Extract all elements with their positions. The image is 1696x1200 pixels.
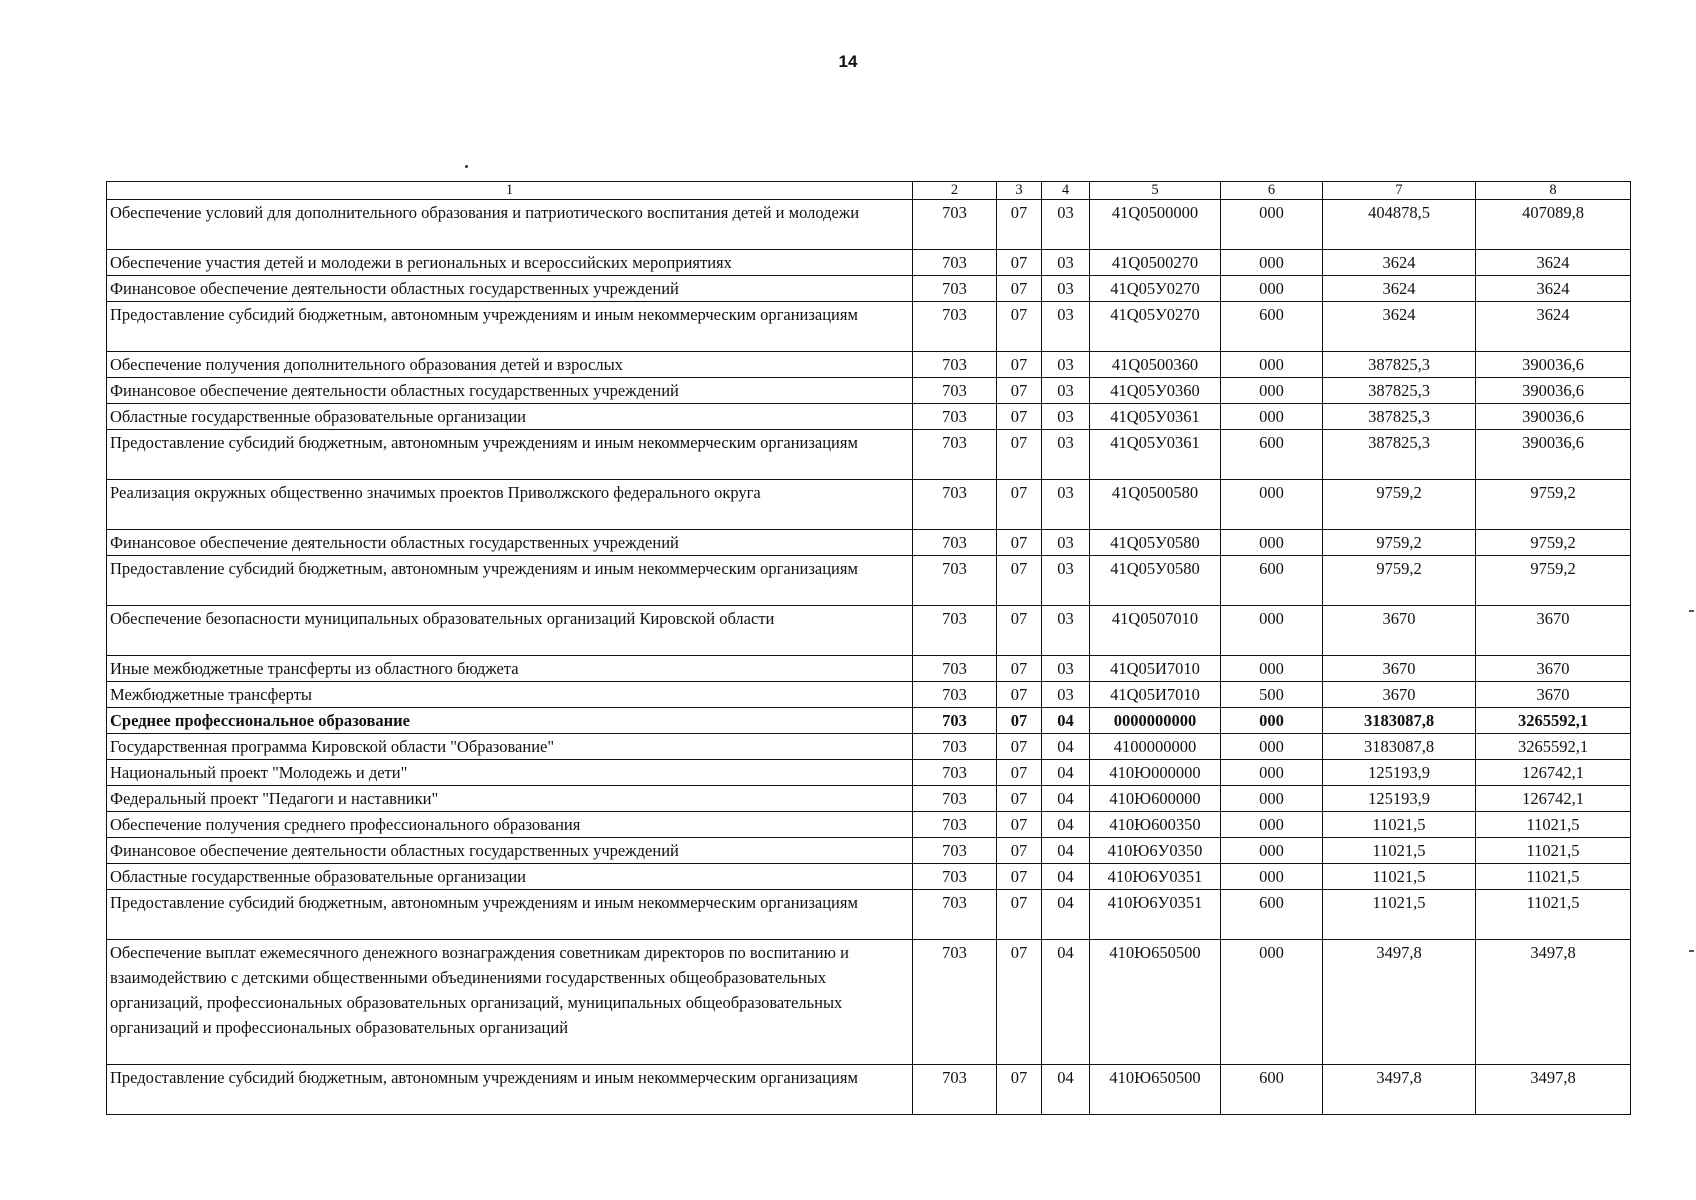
scan-edge-mark: [1689, 950, 1694, 952]
table-header-row: [107, 182, 1631, 200]
row-amount-cell: 390036,6: [1476, 352, 1631, 378]
row-section-cell: 07: [997, 864, 1042, 890]
row-name-cell: Реализация окружных общественно значимых проектов Приволжского федерального округа: [107, 480, 913, 530]
row-expense-type-cell: 600: [1221, 430, 1323, 480]
row-subsection-cell: 04: [1042, 838, 1090, 864]
row-target-item-cell: 41Q05У0580: [1090, 556, 1221, 606]
row-name-cell: Областные государственные образовательные организации: [107, 864, 913, 890]
row-subsection-cell: 03: [1042, 250, 1090, 276]
row-target-item-cell: 41Q0507010: [1090, 606, 1221, 656]
row-target-item-cell: 41Q05И7010: [1090, 682, 1221, 708]
row-name-cell: Обеспечение условий для дополнительного образования и патриотического воспитания детей и молодежи: [107, 200, 913, 250]
budget-table: [106, 181, 1631, 1115]
row-target-item-cell: 410Ю6У0351: [1090, 864, 1221, 890]
row-expense-type-cell: 000: [1221, 530, 1323, 556]
row-target-item-cell: 41Q0500360: [1090, 352, 1221, 378]
row-amount-cell: 3670: [1476, 656, 1631, 682]
row-subsection-cell: 03: [1042, 606, 1090, 656]
row-expense-type-cell: 000: [1221, 760, 1323, 786]
table-row: [107, 556, 1631, 606]
row-section-cell: 07: [997, 760, 1042, 786]
row-subsection-cell: 04: [1042, 864, 1090, 890]
table-row: [107, 708, 1631, 734]
row-name-cell: Предоставление субсидий бюджетным, автономным учреждениям и иным некоммерческим организациям: [107, 1065, 913, 1115]
row-subsection-cell: 03: [1042, 276, 1090, 302]
row-section-cell: 07: [997, 890, 1042, 940]
row-code-cell: 703: [913, 760, 997, 786]
row-code-cell: 703: [913, 708, 997, 734]
row-code-cell: 703: [913, 302, 997, 352]
row-code-cell: 703: [913, 864, 997, 890]
row-subsection-cell: 03: [1042, 352, 1090, 378]
row-subsection-cell: 03: [1042, 656, 1090, 682]
row-expense-type-cell: 000: [1221, 940, 1323, 1065]
row-amount-cell: 3265592,1: [1476, 708, 1631, 734]
column-header: 8: [1476, 182, 1631, 200]
table-row: [107, 276, 1631, 302]
row-name-cell: Национальный проект "Молодежь и дети": [107, 760, 913, 786]
row-code-cell: 703: [913, 734, 997, 760]
row-name-cell: Предоставление субсидий бюджетным, автономным учреждениям и иным некоммерческим организациям: [107, 556, 913, 606]
row-amount-cell: 404878,5: [1323, 200, 1476, 250]
row-section-cell: 07: [997, 786, 1042, 812]
row-amount-cell: 11021,5: [1476, 890, 1631, 940]
table-row: [107, 940, 1631, 1065]
table-row: [107, 864, 1631, 890]
row-amount-cell: 3624: [1323, 302, 1476, 352]
row-name-cell: Обеспечение безопасности муниципальных образовательных организаций Кировской области: [107, 606, 913, 656]
row-amount-cell: 3624: [1323, 276, 1476, 302]
row-code-cell: 703: [913, 606, 997, 656]
table-row: [107, 250, 1631, 276]
row-expense-type-cell: 500: [1221, 682, 1323, 708]
row-name-cell: Среднее профессиональное образование: [107, 708, 913, 734]
row-target-item-cell: 41Q0500580: [1090, 480, 1221, 530]
row-target-item-cell: 41Q05У0361: [1090, 404, 1221, 430]
row-name-cell: Финансовое обеспечение деятельности областных государственных учреждений: [107, 838, 913, 864]
column-header: 6: [1221, 182, 1323, 200]
row-code-cell: 703: [913, 556, 997, 606]
row-subsection-cell: 04: [1042, 940, 1090, 1065]
table-row: [107, 480, 1631, 530]
row-subsection-cell: 04: [1042, 890, 1090, 940]
row-name-cell: Финансовое обеспечение деятельности областных государственных учреждений: [107, 530, 913, 556]
row-expense-type-cell: 000: [1221, 200, 1323, 250]
row-subsection-cell: 03: [1042, 556, 1090, 606]
scan-dot: [465, 165, 468, 168]
table-body: [107, 182, 1631, 1115]
row-name-cell: Предоставление субсидий бюджетным, автономным учреждениям и иным некоммерческим организациям: [107, 302, 913, 352]
column-header: 4: [1042, 182, 1090, 200]
row-expense-type-cell: 000: [1221, 352, 1323, 378]
table-row: [107, 352, 1631, 378]
row-target-item-cell: 410Ю650500: [1090, 1065, 1221, 1115]
row-subsection-cell: 04: [1042, 708, 1090, 734]
row-amount-cell: 390036,6: [1476, 430, 1631, 480]
row-section-cell: 07: [997, 838, 1042, 864]
row-expense-type-cell: 000: [1221, 864, 1323, 890]
row-subsection-cell: 03: [1042, 682, 1090, 708]
row-amount-cell: 9759,2: [1323, 480, 1476, 530]
row-amount-cell: 387825,3: [1323, 378, 1476, 404]
row-expense-type-cell: 000: [1221, 250, 1323, 276]
row-expense-type-cell: 000: [1221, 786, 1323, 812]
row-amount-cell: 3497,8: [1476, 940, 1631, 1065]
row-section-cell: 07: [997, 430, 1042, 480]
row-target-item-cell: 41Q05И7010: [1090, 656, 1221, 682]
row-code-cell: 703: [913, 480, 997, 530]
row-code-cell: 703: [913, 786, 997, 812]
row-amount-cell: 3183087,8: [1323, 734, 1476, 760]
row-code-cell: 703: [913, 200, 997, 250]
row-amount-cell: 387825,3: [1323, 404, 1476, 430]
row-section-cell: 07: [997, 656, 1042, 682]
row-name-cell: Иные межбюджетные трансферты из областного бюджета: [107, 656, 913, 682]
row-section-cell: 07: [997, 1065, 1042, 1115]
row-amount-cell: 9759,2: [1323, 556, 1476, 606]
table-row: [107, 302, 1631, 352]
row-amount-cell: 11021,5: [1476, 864, 1631, 890]
row-name-cell: Финансовое обеспечение деятельности областных государственных учреждений: [107, 378, 913, 404]
row-section-cell: 07: [997, 250, 1042, 276]
row-expense-type-cell: 000: [1221, 708, 1323, 734]
row-amount-cell: 125193,9: [1323, 786, 1476, 812]
row-section-cell: 07: [997, 302, 1042, 352]
row-code-cell: 703: [913, 430, 997, 480]
column-header: 3: [997, 182, 1042, 200]
row-section-cell: 07: [997, 378, 1042, 404]
row-target-item-cell: 410Ю650500: [1090, 940, 1221, 1065]
row-expense-type-cell: 600: [1221, 302, 1323, 352]
row-target-item-cell: 410Ю6У0351: [1090, 890, 1221, 940]
table-row: [107, 890, 1631, 940]
table-row: [107, 530, 1631, 556]
table-row: [107, 378, 1631, 404]
row-name-cell: Финансовое обеспечение деятельности областных государственных учреждений: [107, 276, 913, 302]
row-subsection-cell: 03: [1042, 530, 1090, 556]
row-target-item-cell: 41Q05У0580: [1090, 530, 1221, 556]
row-amount-cell: 390036,6: [1476, 404, 1631, 430]
column-header: 2: [913, 182, 997, 200]
column-header: 5: [1090, 182, 1221, 200]
row-subsection-cell: 03: [1042, 430, 1090, 480]
table-row: [107, 760, 1631, 786]
table-row: [107, 734, 1631, 760]
row-amount-cell: 9759,2: [1476, 530, 1631, 556]
table-row: [107, 1065, 1631, 1115]
row-amount-cell: 11021,5: [1323, 838, 1476, 864]
row-amount-cell: 11021,5: [1476, 838, 1631, 864]
row-name-cell: Межбюджетные трансферты: [107, 682, 913, 708]
row-target-item-cell: 4100000000: [1090, 734, 1221, 760]
row-amount-cell: 387825,3: [1323, 430, 1476, 480]
table-row: [107, 430, 1631, 480]
row-name-cell: Федеральный проект "Педагоги и наставники": [107, 786, 913, 812]
scan-edge-mark: [1689, 610, 1694, 612]
column-header: 1: [107, 182, 913, 200]
row-subsection-cell: 04: [1042, 760, 1090, 786]
row-amount-cell: 387825,3: [1323, 352, 1476, 378]
row-code-cell: 703: [913, 890, 997, 940]
row-name-cell: Обеспечение получения дополнительного образования детей и взрослых: [107, 352, 913, 378]
row-subsection-cell: 03: [1042, 200, 1090, 250]
row-subsection-cell: 03: [1042, 480, 1090, 530]
row-expense-type-cell: 000: [1221, 276, 1323, 302]
table-row: [107, 200, 1631, 250]
row-amount-cell: 3624: [1476, 302, 1631, 352]
row-section-cell: 07: [997, 480, 1042, 530]
row-code-cell: 703: [913, 656, 997, 682]
row-expense-type-cell: 600: [1221, 890, 1323, 940]
row-amount-cell: 11021,5: [1476, 812, 1631, 838]
row-section-cell: 07: [997, 200, 1042, 250]
table-row: [107, 786, 1631, 812]
row-amount-cell: 407089,8: [1476, 200, 1631, 250]
row-section-cell: 07: [997, 556, 1042, 606]
row-subsection-cell: 03: [1042, 378, 1090, 404]
row-amount-cell: 3183087,8: [1323, 708, 1476, 734]
row-amount-cell: 9759,2: [1476, 480, 1631, 530]
row-section-cell: 07: [997, 734, 1042, 760]
row-subsection-cell: 03: [1042, 302, 1090, 352]
row-target-item-cell: 410Ю600000: [1090, 786, 1221, 812]
row-expense-type-cell: 000: [1221, 404, 1323, 430]
row-amount-cell: 3497,8: [1323, 940, 1476, 1065]
row-expense-type-cell: 600: [1221, 556, 1323, 606]
row-section-cell: 07: [997, 940, 1042, 1065]
row-amount-cell: 3497,8: [1476, 1065, 1631, 1115]
row-target-item-cell: 410Ю6У0350: [1090, 838, 1221, 864]
row-target-item-cell: 410Ю000000: [1090, 760, 1221, 786]
row-expense-type-cell: 000: [1221, 734, 1323, 760]
row-expense-type-cell: 000: [1221, 606, 1323, 656]
row-code-cell: 703: [913, 812, 997, 838]
row-amount-cell: 3670: [1323, 656, 1476, 682]
row-section-cell: 07: [997, 404, 1042, 430]
row-code-cell: 703: [913, 352, 997, 378]
row-code-cell: 703: [913, 276, 997, 302]
row-expense-type-cell: 000: [1221, 480, 1323, 530]
row-name-cell: Предоставление субсидий бюджетным, автономным учреждениям и иным некоммерческим организациям: [107, 430, 913, 480]
row-section-cell: 07: [997, 682, 1042, 708]
row-code-cell: 703: [913, 404, 997, 430]
row-section-cell: 07: [997, 708, 1042, 734]
row-target-item-cell: 41Q0500270: [1090, 250, 1221, 276]
row-amount-cell: 3497,8: [1323, 1065, 1476, 1115]
row-code-cell: 703: [913, 378, 997, 404]
table-row: [107, 812, 1631, 838]
row-target-item-cell: 41Q05У0270: [1090, 276, 1221, 302]
row-section-cell: 07: [997, 812, 1042, 838]
row-target-item-cell: 41Q05У0270: [1090, 302, 1221, 352]
table-row: [107, 404, 1631, 430]
table-row: [107, 838, 1631, 864]
row-amount-cell: 9759,2: [1323, 530, 1476, 556]
row-code-cell: 703: [913, 530, 997, 556]
row-code-cell: 703: [913, 250, 997, 276]
row-code-cell: 703: [913, 682, 997, 708]
row-amount-cell: 126742,1: [1476, 760, 1631, 786]
row-amount-cell: 126742,1: [1476, 786, 1631, 812]
row-target-item-cell: 410Ю600350: [1090, 812, 1221, 838]
row-code-cell: 703: [913, 940, 997, 1065]
row-expense-type-cell: 000: [1221, 812, 1323, 838]
row-section-cell: 07: [997, 352, 1042, 378]
row-amount-cell: 3265592,1: [1476, 734, 1631, 760]
row-expense-type-cell: 000: [1221, 378, 1323, 404]
row-name-cell: Обеспечение получения среднего профессионального образования: [107, 812, 913, 838]
row-subsection-cell: 04: [1042, 812, 1090, 838]
row-name-cell: Предоставление субсидий бюджетным, автономным учреждениям и иным некоммерческим организациям: [107, 890, 913, 940]
row-code-cell: 703: [913, 838, 997, 864]
row-expense-type-cell: 600: [1221, 1065, 1323, 1115]
row-section-cell: 07: [997, 530, 1042, 556]
row-expense-type-cell: 000: [1221, 656, 1323, 682]
row-amount-cell: 11021,5: [1323, 890, 1476, 940]
row-target-item-cell: 41Q0500000: [1090, 200, 1221, 250]
row-amount-cell: 3624: [1476, 250, 1631, 276]
row-subsection-cell: 04: [1042, 1065, 1090, 1115]
row-amount-cell: 11021,5: [1323, 812, 1476, 838]
row-name-cell: Обеспечение выплат ежемесячного денежного вознаграждения советникам директоров по воспитанию и взаимодействию с детскими общественными объединениями государственных общеобразовательных организаций, профессиональных образовательных организаций, муниципальных общеобразовательных организаций и профессиональных образовательных организаций: [107, 940, 913, 1065]
row-subsection-cell: 04: [1042, 734, 1090, 760]
row-code-cell: 703: [913, 1065, 997, 1115]
row-amount-cell: 3670: [1476, 682, 1631, 708]
row-expense-type-cell: 000: [1221, 838, 1323, 864]
row-name-cell: Обеспечение участия детей и молодежи в региональных и всероссийских мероприятиях: [107, 250, 913, 276]
row-amount-cell: 390036,6: [1476, 378, 1631, 404]
row-amount-cell: 3670: [1323, 606, 1476, 656]
page-number: 14: [838, 52, 858, 71]
row-amount-cell: 11021,5: [1323, 864, 1476, 890]
row-subsection-cell: 03: [1042, 404, 1090, 430]
table-row: [107, 656, 1631, 682]
row-section-cell: 07: [997, 276, 1042, 302]
table-row: [107, 606, 1631, 656]
row-amount-cell: 3670: [1476, 606, 1631, 656]
row-amount-cell: 3624: [1323, 250, 1476, 276]
column-header: 7: [1323, 182, 1476, 200]
row-target-item-cell: 41Q05У0361: [1090, 430, 1221, 480]
row-section-cell: 07: [997, 606, 1042, 656]
row-target-item-cell: 0000000000: [1090, 708, 1221, 734]
row-amount-cell: 9759,2: [1476, 556, 1631, 606]
row-name-cell: Областные государственные образовательные организации: [107, 404, 913, 430]
row-target-item-cell: 41Q05У0360: [1090, 378, 1221, 404]
table-row: [107, 682, 1631, 708]
row-amount-cell: 3670: [1323, 682, 1476, 708]
row-amount-cell: 3624: [1476, 276, 1631, 302]
row-amount-cell: 125193,9: [1323, 760, 1476, 786]
row-name-cell: Государственная программа Кировской области "Образование": [107, 734, 913, 760]
row-subsection-cell: 04: [1042, 786, 1090, 812]
